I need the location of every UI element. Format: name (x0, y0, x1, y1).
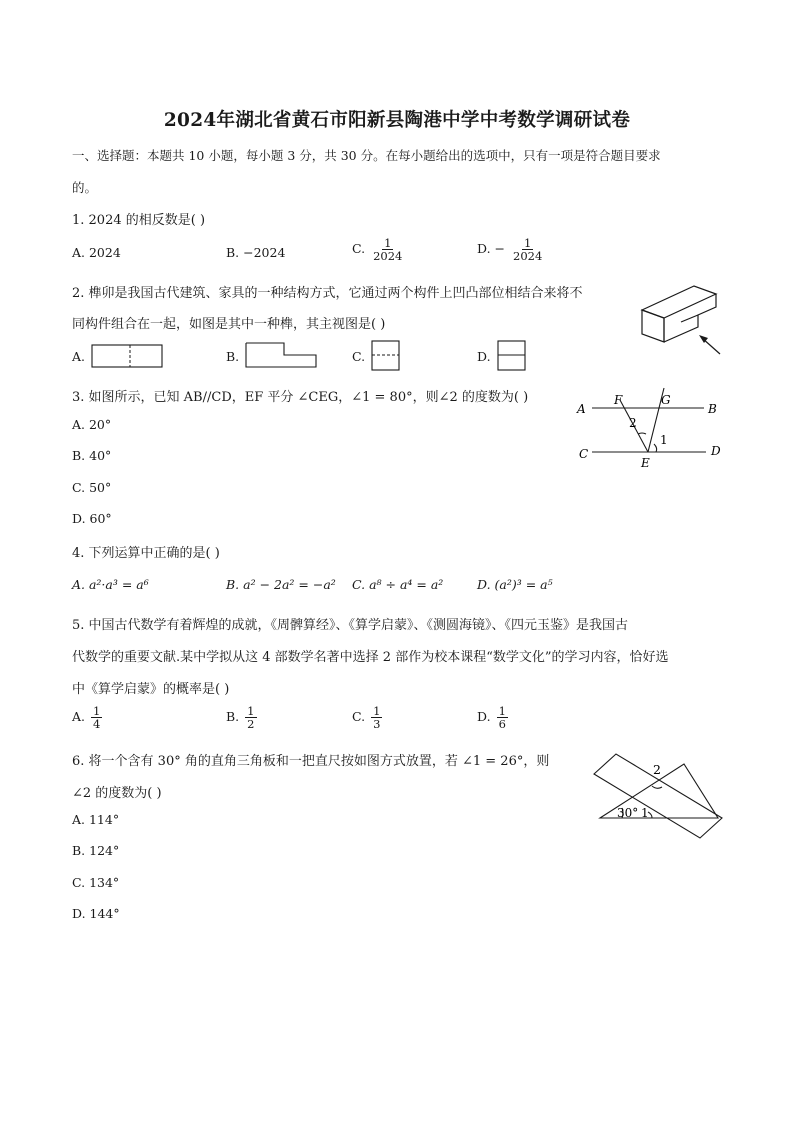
q5-option-a-numerator: 1 (93, 704, 101, 718)
q4-option-b: B. a² − 2a² = −a² (226, 577, 336, 592)
view-direction-arrow-icon (699, 335, 720, 354)
q5-option-c-numerator: 1 (373, 704, 381, 718)
q5-option-b-denominator: 2 (247, 717, 255, 732)
q5-option-a-label: A. (72, 709, 86, 725)
q2-option-c-figure (370, 339, 402, 373)
fig3-label-g: G (661, 393, 671, 407)
q6-stem-line2: ∠2 的度数为( ) (72, 786, 162, 801)
q5-option-c-fraction (371, 705, 382, 730)
q5-option-a-fraction (91, 705, 102, 730)
q5-option-b-label: B. (226, 709, 240, 725)
q5-option-a (72, 705, 102, 730)
fig3-label-b: B (708, 402, 717, 416)
fig6-angle-2-label: 2 (653, 762, 661, 777)
q2-option-a-figure (90, 343, 165, 371)
q2-option-c-label: C. (352, 349, 366, 364)
section-instructions-line2: 的。 (72, 180, 98, 195)
q1-option-b: B. −2024 (226, 245, 286, 260)
q1-option-c-fraction (371, 237, 404, 262)
q6-stem-line1: 6. 将一个含有 30° 角的直角三角板和一把直尺按如图方式放置，若 ∠1 = 26°，则 (72, 754, 550, 769)
q3-option-a: A. 20° (72, 417, 112, 432)
q5-option-d-fraction (497, 705, 508, 730)
q4-option-a: A. a²·a³ = a⁶ (72, 577, 149, 592)
q2-option-a-label: A. (72, 349, 86, 364)
fig3-angle-2-label: 2 (629, 416, 637, 430)
q1-option-d-label: D. − (477, 241, 505, 257)
q1-option-d (477, 237, 544, 262)
q2-stem-line2: 同构件组合在一起，如图是其中一种榫，其主视图是( ) (72, 317, 386, 332)
q5-option-d (477, 705, 508, 730)
q2-option-d-figure (496, 339, 528, 373)
q5-option-d-numerator: 1 (498, 704, 506, 718)
q1-option-d-denominator: 2024 (513, 249, 543, 264)
q1-option-a: A. 2024 (72, 245, 121, 260)
q4-stem: 4. 下列运算中正确的是( ) (72, 546, 220, 561)
q5-option-b-fraction (245, 705, 256, 730)
fig3-label-d: D (711, 444, 721, 458)
q3-option-b: B. 40° (72, 448, 112, 463)
angle-2-arc (638, 433, 646, 434)
q6-triangle-ruler-figure (590, 746, 730, 846)
fig3-label-c: C (579, 447, 589, 461)
q5-option-d-denominator: 6 (498, 717, 506, 732)
q3-parallel-lines-figure (572, 382, 732, 474)
q3-stem: 3. 如图所示，已知 AB//CD，EF 平分 ∠CEG，∠1 = 80°，则∠2 的度数为( ) (72, 390, 529, 405)
q6-option-c: C. 134° (72, 875, 120, 890)
fig6-angle-1-label: 1 (641, 806, 649, 820)
q3-option-c: C. 50° (72, 480, 112, 495)
angle-1-arc (654, 444, 657, 452)
q5-option-d-label: D. (477, 709, 491, 725)
q1-option-c-label: C. (352, 241, 366, 257)
q1-option-c (352, 237, 404, 262)
q5-stem-line3: 中《算学启蒙》的概率是( ) (72, 682, 230, 697)
q1-option-d-fraction (511, 237, 544, 262)
q5-option-c-label: C. (352, 709, 366, 725)
q6-option-a: A. 114° (72, 812, 120, 827)
q2-option-d-label: D. (477, 349, 491, 364)
q4-option-c: C. a⁸ ÷ a⁴ = a² (352, 577, 444, 592)
q5-option-b-numerator: 1 (247, 704, 255, 718)
q5-option-c-denominator: 3 (373, 717, 381, 732)
q5-option-c (352, 705, 382, 730)
q5-stem-line1: 5. 中国古代数学有着辉煌的成就，《周髀算经》、《算学启蒙》、《测圆海镜》、《四元玉鉴》是我国古 (72, 618, 629, 633)
fig3-angle-1-label: 1 (660, 433, 668, 447)
fig3-label-f: F (614, 393, 623, 407)
q1-option-c-numerator: 1 (384, 236, 392, 250)
q6-option-b: B. 124° (72, 843, 120, 858)
fig6-angle-30-label: 30° (617, 806, 639, 820)
q1-option-c-denominator: 2024 (373, 249, 403, 264)
q6-option-d: D. 144° (72, 906, 120, 921)
q5-stem-line2: 代数学的重要文献.某中学拟从这 4 部数学名著中选择 2 部作为校本课程“数学文化”的学习内容，恰好选 (72, 650, 669, 665)
q1-option-d-numerator: 1 (523, 236, 532, 250)
q2-option-b-label: B. (226, 349, 240, 364)
q2-tenon-figure (636, 280, 726, 360)
fig3-label-e: E (641, 456, 650, 470)
page-title: 2024年湖北省黄石市阳新县陶港中学中考数学调研试卷 (163, 110, 631, 131)
q4-option-d: D. (a²)³ = a⁵ (477, 577, 553, 592)
angle-2-arc (652, 786, 662, 788)
q3-option-d: D. 60° (72, 511, 112, 526)
q2-option-b-figure (244, 341, 320, 371)
section-instructions-line1: 一、选择题：本题共 10 小题，每小题 3 分，共 30 分。在每小题给出的选项中，只有一项是符合题目要求 (72, 148, 661, 163)
fig3-label-a: A (577, 402, 586, 416)
q2-stem-line1: 2. 榫卯是我国古代建筑、家具的一种结构方式，它通过两个构件上凹凸部位相结合来将不 (72, 286, 583, 301)
q5-option-a-denominator: 4 (93, 717, 101, 732)
q5-option-b (226, 705, 257, 730)
q1-stem: 1. 2024 的相反数是( ) (72, 213, 206, 228)
